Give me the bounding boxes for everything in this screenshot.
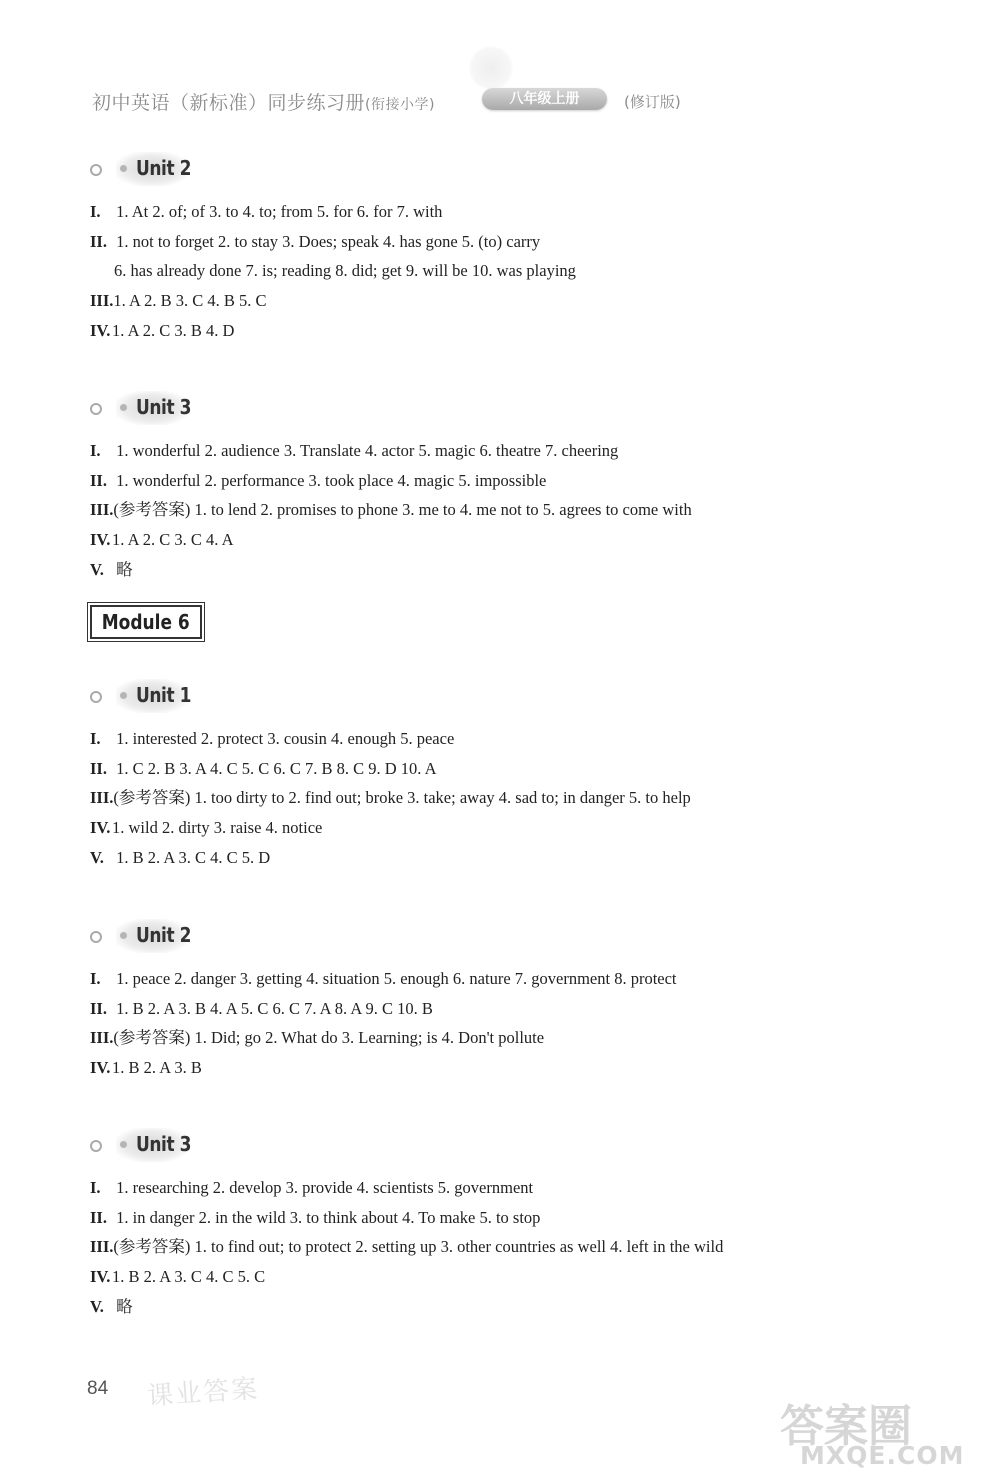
unit-heading: [90, 1128, 950, 1164]
question-number: II.: [90, 470, 107, 490]
module-label: Module 6: [102, 610, 190, 634]
dot-icon: [120, 165, 127, 172]
unit-section: [90, 919, 950, 1083]
answer-text: 1. researching 2. develop 3. provide 4. scientists 5. government: [116, 1178, 534, 1197]
question-number: III.: [90, 788, 114, 808]
unit-section: [90, 1128, 950, 1321]
circle-icon: [90, 164, 102, 176]
answer-line: [90, 316, 950, 346]
unit-title: Unit 3: [136, 1132, 192, 1156]
unit-title: Unit 3: [136, 395, 192, 419]
question-number: III.: [90, 1028, 114, 1048]
answer-line: [90, 1053, 950, 1083]
page-number: 84: [87, 1378, 109, 1399]
answer-line: [90, 813, 950, 843]
unit-heading: [90, 391, 950, 427]
answer-text: (参考答案) 1. to find out; to protect 2. setting up 3. other countries as well 4. left in the wild: [113, 1237, 724, 1257]
answer-text: 1. B 2. A 3. B: [112, 1058, 202, 1078]
question-number: III.: [90, 500, 114, 520]
answer-text: 1. A 2. C 3. C 4. A: [112, 530, 234, 550]
answer-text: 略: [116, 1296, 133, 1316]
circle-icon: [90, 931, 102, 943]
watermark-url: MXQE.COM: [800, 1441, 965, 1470]
answer-text: 1. peace 2. danger 3. getting 4. situation 5. enough 6. nature 7. government 8. protect: [116, 969, 677, 988]
dot-icon: [120, 692, 127, 699]
book-subtitle: (衔接小学): [365, 97, 435, 113]
book-title: [92, 88, 435, 115]
question-number: V.: [90, 1296, 104, 1316]
question-number: IV.: [90, 818, 111, 838]
answer-line: [90, 436, 950, 466]
unit-section: [90, 679, 950, 872]
question-number: II.: [90, 1207, 107, 1227]
answer-line: [90, 227, 950, 257]
answer-line: [90, 466, 950, 496]
answer-line: [90, 724, 950, 754]
question-number: II.: [90, 231, 107, 251]
grade-badge: 八年级上册: [482, 88, 607, 110]
answer-text: 1. wild 2. dirty 3. raise 4. notice: [112, 818, 323, 838]
answer-text: 1. wonderful 2. performance 3. took place 4. magic 5. impossible: [116, 470, 547, 490]
answer-list: [90, 436, 950, 584]
answer-text: 1. in danger 2. in the wild 3. to think about 4. To make 5. to stop: [116, 1207, 541, 1227]
dot-icon: [120, 1141, 127, 1148]
answer-text: 1. B 2. A 3. B 4. A 5. C 6. C 7. A 8. A 9. C 10. B: [116, 998, 433, 1018]
watermark-logo: 答案圈: [780, 1401, 912, 1452]
answer-line: [90, 197, 950, 227]
answer-text: 6. has already done 7. is; reading 8. did; get 9. will be 10. was playing: [114, 261, 576, 281]
answer-list: [90, 724, 950, 872]
answer-line: [90, 1173, 950, 1203]
unit-heading: [90, 679, 950, 715]
answer-line: [90, 994, 950, 1024]
answer-line: [90, 1203, 950, 1233]
answer-text: (参考答案) 1. to lend 2. promises to phone 3. me to 4. me not to 5. agrees to come with: [113, 500, 692, 520]
edition-label: (修订版): [624, 93, 681, 111]
answer-text: 1. C 2. B 3. A 4. C 5. C 6. C 7. B 8. C 9. D 10. A: [116, 758, 437, 778]
unit-title: Unit 1: [136, 683, 192, 707]
question-number: IV.: [90, 320, 111, 340]
question-number: V.: [90, 847, 104, 867]
answer-list: [90, 964, 950, 1083]
book-title-text: 初中英语（新标准）同步练习册: [92, 92, 366, 114]
question-number: II.: [90, 758, 107, 778]
answer-list: [90, 1173, 950, 1321]
unit-section: [90, 152, 950, 345]
answer-text: 1. interested 2. protect 3. cousin 4. enough 5. peace: [116, 729, 455, 748]
dot-icon: [120, 932, 127, 939]
question-number: V.: [90, 559, 104, 579]
dot-icon: [120, 404, 127, 411]
question-number: I.: [90, 729, 101, 748]
unit-title: Unit 2: [136, 156, 192, 180]
answer-line: [90, 495, 950, 525]
answer-line: [90, 1023, 950, 1053]
answer-line: [90, 1232, 950, 1262]
circle-icon: [90, 1140, 102, 1152]
answer-line: [90, 256, 950, 286]
question-number: IV.: [90, 1058, 111, 1078]
answer-text: 略: [116, 559, 133, 579]
answer-line: [90, 843, 950, 873]
question-number: I.: [90, 1178, 101, 1197]
answer-text: 1. B 2. A 3. C 4. C 5. D: [116, 847, 271, 867]
answer-line: [90, 783, 950, 813]
answer-text: 1. A 2. C 3. B 4. D: [112, 320, 235, 340]
answer-line: [90, 1292, 950, 1322]
answer-line: [90, 286, 950, 316]
answer-list: [90, 197, 950, 345]
question-number: I.: [90, 969, 101, 988]
circle-icon: [90, 403, 102, 415]
answer-line: [90, 964, 950, 994]
watermark-text: 课业答案: [146, 1374, 261, 1412]
question-number: II.: [90, 998, 107, 1018]
answer-text: (参考答案) 1. Did; go 2. What do 3. Learning; is 4. Don't pollute: [113, 1028, 545, 1048]
answer-text: 1. not to forget 2. to stay 3. Does; speak 4. has gone 5. (to) carry: [116, 231, 541, 251]
question-number: I.: [90, 202, 101, 221]
question-number: I.: [90, 441, 101, 460]
answer-text: 1. At 2. of; of 3. to 4. to; from 5. for 6. for 7. with: [116, 202, 443, 221]
answer-text: (参考答案) 1. too dirty to 2. find out; broke 3. take; away 4. sad to; in danger 5. to help: [113, 788, 691, 808]
question-number: III.: [90, 291, 114, 311]
answer-text: 1. wonderful 2. audience 3. Translate 4. actor 5. magic 6. theatre 7. cheering: [116, 441, 619, 460]
answer-line: [90, 1262, 950, 1292]
question-number: III.: [90, 1237, 114, 1257]
module-heading: [90, 605, 202, 639]
answer-text: 1. B 2. A 3. C 4. C 5. C: [112, 1267, 266, 1287]
book-emblem-icon: [467, 46, 515, 90]
unit-title: Unit 2: [136, 923, 192, 947]
question-number: IV.: [90, 1267, 111, 1287]
answer-line: [90, 754, 950, 784]
answer-text: 1. A 2. B 3. C 4. B 5. C: [113, 291, 267, 311]
circle-icon: [90, 691, 102, 703]
unit-heading: [90, 919, 950, 955]
answer-line: [90, 525, 950, 555]
page-header: [92, 86, 792, 116]
question-number: IV.: [90, 530, 111, 550]
answer-line: [90, 555, 950, 585]
unit-heading: [90, 152, 950, 188]
unit-section: [90, 391, 950, 584]
